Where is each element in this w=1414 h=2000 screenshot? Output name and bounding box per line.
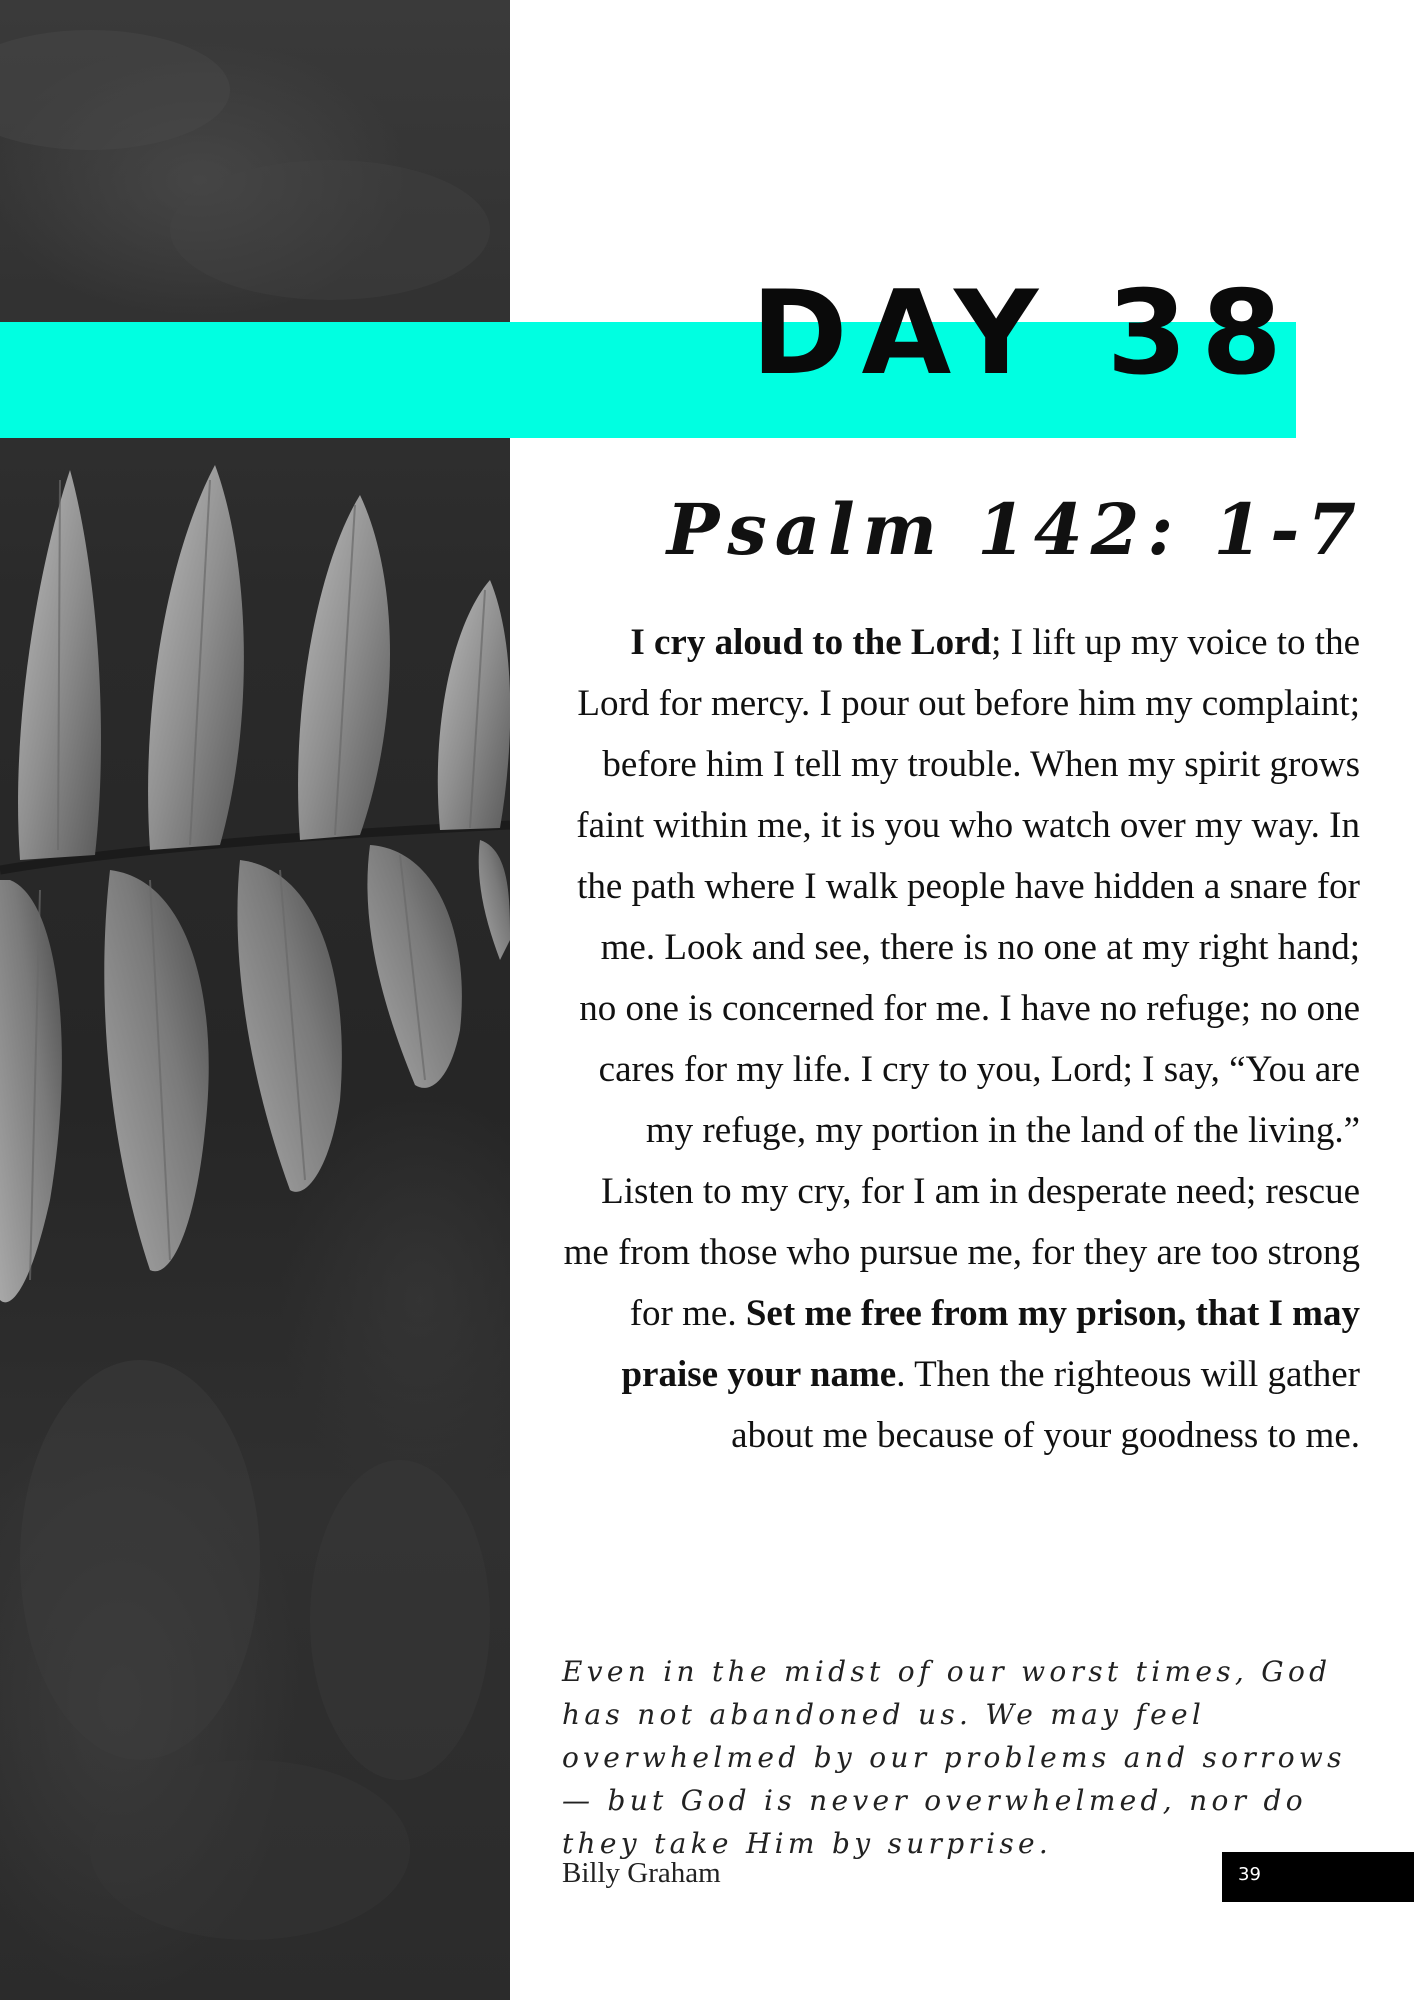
scripture-segment: . Then the righteous will gather about me because of your goodness to me. [731,1354,1360,1456]
page-number: 39 [1238,1864,1261,1885]
scripture-reference: Psalm 142: 1-7 [666,488,1364,571]
day-title: DAY 38 [751,266,1296,401]
fern-photo [0,0,510,2000]
quote-author: Billy Graham [562,1857,721,1889]
devotional-quote: Even in the midst of our worst times, God has not abandoned us. We may feel overwhelmed by our problems and sorrows — but God is never overwhelmed, nor do they take Him by surprise. [562,1655,1346,1860]
fern-leaf-illustration [0,0,510,2000]
scripture-text [556,612,1360,1466]
page-number-badge [1222,1852,1414,1902]
scripture-segment: ; I lift up my voice to the Lord for mercy. I pour out before him my complaint; before him I tell my trouble. When my spirit grows faint within me, it is you who watch over my way. In the path where I walk people have hidden a snare for me. Look and see, there is no one at my right hand; no one is concerned for me. I have no refuge; no one cares for my life. I cry to you, Lord; I say, “You are my refuge, my portion in the land of the living.” Listen to my cry, for I am in desperate need; rescue me from those who pursue me, for they are too strong for me. [563,622,1360,1334]
scripture-segment-bold: I cry aloud to the Lord [630,622,992,663]
scripture-segment-bold: Set me free from my prison, that I may praise your name [621,1293,1360,1395]
